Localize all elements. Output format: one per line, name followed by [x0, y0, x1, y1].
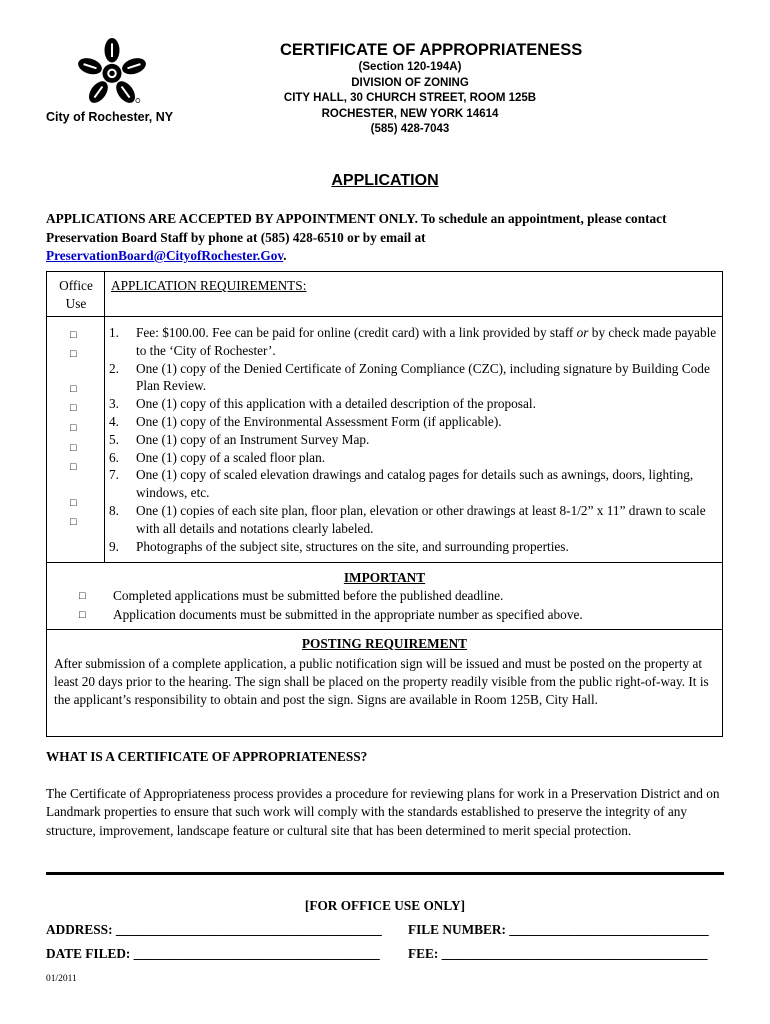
item-number: 6.: [109, 449, 119, 465]
item-number: 8.: [109, 502, 119, 518]
item-number: 4.: [109, 413, 119, 429]
list-item: [109, 413, 721, 431]
requirements-list: [109, 324, 721, 555]
office-checkbox[interactable]: □: [70, 516, 77, 528]
office-use-label-2: Use: [65, 296, 87, 311]
item-text: One (1) copy of an Instrument Survey Map.: [136, 431, 370, 447]
office-checkbox[interactable]: □: [70, 348, 77, 360]
rochester-flower-logo-icon: [78, 38, 146, 106]
page-title: CERTIFICATE OF APPROPRIATENESS: [280, 41, 583, 59]
list-item: [109, 431, 721, 449]
posting-heading: POSTING REQUIREMENT: [301, 636, 468, 651]
item-emphasis: or: [576, 325, 589, 340]
section-line: (Section 120-194A): [358, 61, 462, 73]
item-text: Photographs of the subject site, structures on the site, and surrounding properties.: [136, 538, 569, 554]
item-text: One (1) copy of scaled elevation drawings and catalog pages for details such as awnings, doors, lighting, windows, etc.: [136, 467, 694, 501]
item-number: 2.: [109, 360, 119, 376]
list-item: [109, 449, 721, 467]
office-checkbox[interactable]: □: [70, 422, 77, 434]
office-checkbox[interactable]: □: [70, 442, 77, 454]
item-number: 7.: [109, 467, 119, 483]
important-heading: IMPORTANT: [343, 570, 426, 585]
office-checkbox[interactable]: □: [70, 402, 77, 414]
office-checkbox[interactable]: □: [79, 590, 86, 602]
office-checkbox[interactable]: □: [70, 383, 77, 395]
city-label: City of Rochester, NY: [46, 110, 174, 124]
item-number: 9.: [109, 538, 119, 554]
application-title: APPLICATION: [331, 172, 439, 189]
item-text: Fee: $100.00. Fee can be paid for online (credit card) with a link provided by staff: [136, 325, 577, 340]
list-item: [109, 324, 721, 360]
item-text: One (1) copy of the Denied Certificate of Zoning Compliance (CZC), including signature by Building Code Plan Review.: [136, 360, 710, 394]
what-is-text: The Certificate of Appropriateness process provides a procedure for reviewing plans for work in a Preservation District and on Landmark properties to ensure that such work will comply with the standards established to preserve the integrity of any structure, improvement, landscape feature or cultural site that has been determined to merit special protection.: [46, 786, 720, 838]
office-use-header: [47, 277, 105, 313]
office-use-only-heading: [FOR OFFICE USE ONLY]: [304, 898, 466, 913]
fee-field[interactable]: FEE: ________________________________________: [408, 946, 708, 961]
office-checkbox[interactable]: □: [79, 609, 86, 621]
appointment-text: APPLICATIONS ARE ACCEPTED BY APPOINTMENT ONLY. To schedule an appointment, please contact Preservation Board Staff by phone at (585) 428-6510 or by email at: [46, 211, 667, 245]
list-item: [109, 395, 721, 413]
item-text: One (1) copy of this application with a detailed description of the proposal.: [136, 396, 536, 412]
important-item: Application documents must be submitted in the appropriate number as specified above.: [113, 607, 583, 622]
appointment-notice: [46, 210, 736, 266]
city-state-line: ROCHESTER, NEW YORK 14614: [321, 107, 499, 120]
requirements-table: [46, 271, 723, 737]
email-period: .: [283, 248, 287, 263]
office-checkbox[interactable]: □: [70, 461, 77, 473]
important-item: Completed applications must be submitted before the published deadline.: [113, 588, 504, 603]
list-item: [109, 466, 721, 502]
email-link[interactable]: PreservationBoard@CityofRochester.Gov: [46, 248, 284, 263]
item-text: One (1) copy of a scaled floor plan.: [136, 449, 326, 465]
list-item: [109, 502, 721, 538]
office-checkbox[interactable]: □: [70, 497, 77, 509]
item-text: One (1) copy of the Environmental Assessment Form (if applicable).: [136, 413, 502, 429]
file-number-field[interactable]: FILE NUMBER: ______________________________: [408, 922, 709, 937]
posting-rule: [47, 629, 722, 630]
what-is-heading: WHAT IS A CERTIFICATE OF APPROPRIATENESS?: [46, 749, 368, 764]
document-header: [280, 40, 583, 138]
item-number: 5.: [109, 431, 119, 447]
requirements-heading: APPLICATION REQUIREMENTS:: [111, 278, 307, 293]
important-rule: [47, 562, 722, 563]
list-item: [109, 538, 721, 556]
address-field[interactable]: ADDRESS: ________________________________________: [46, 922, 382, 937]
phone-line: (585) 428-7043: [370, 123, 450, 135]
item-text: One (1) copies of each site plan, floor plan, elevation or other drawings at least 8-1/2” x 11” drawn to scale with all details and notations clearly labeled.: [136, 502, 706, 536]
office-use-label-1: Office: [59, 278, 93, 293]
division-line: DIVISION OF ZONING: [351, 76, 469, 89]
item-number: 1.: [109, 325, 119, 340]
posting-text: After submission of a complete application, a public notification sign will be issued and must be posted on the property at least 20 days prior to the hearing. The sign shall be placed on the property readily visible from the public right-of-way. It is the applicant’s responsibility to obtain and post the sign. Signs are available in Room 125B, City Hall.: [54, 656, 709, 707]
date-filed-field[interactable]: DATE FILED: _____________________________________: [46, 946, 380, 961]
table-header-rule: [47, 316, 722, 317]
item-text: by check made payable to the ‘City of Rochester’.: [136, 325, 717, 358]
list-item: [109, 360, 721, 396]
office-checkbox[interactable]: □: [70, 329, 77, 341]
item-number: 3.: [109, 396, 119, 412]
divider: [46, 872, 724, 875]
address-line: CITY HALL, 30 CHURCH STREET, ROOM 125B: [283, 92, 537, 104]
revision-date: 01/2011: [46, 974, 77, 984]
